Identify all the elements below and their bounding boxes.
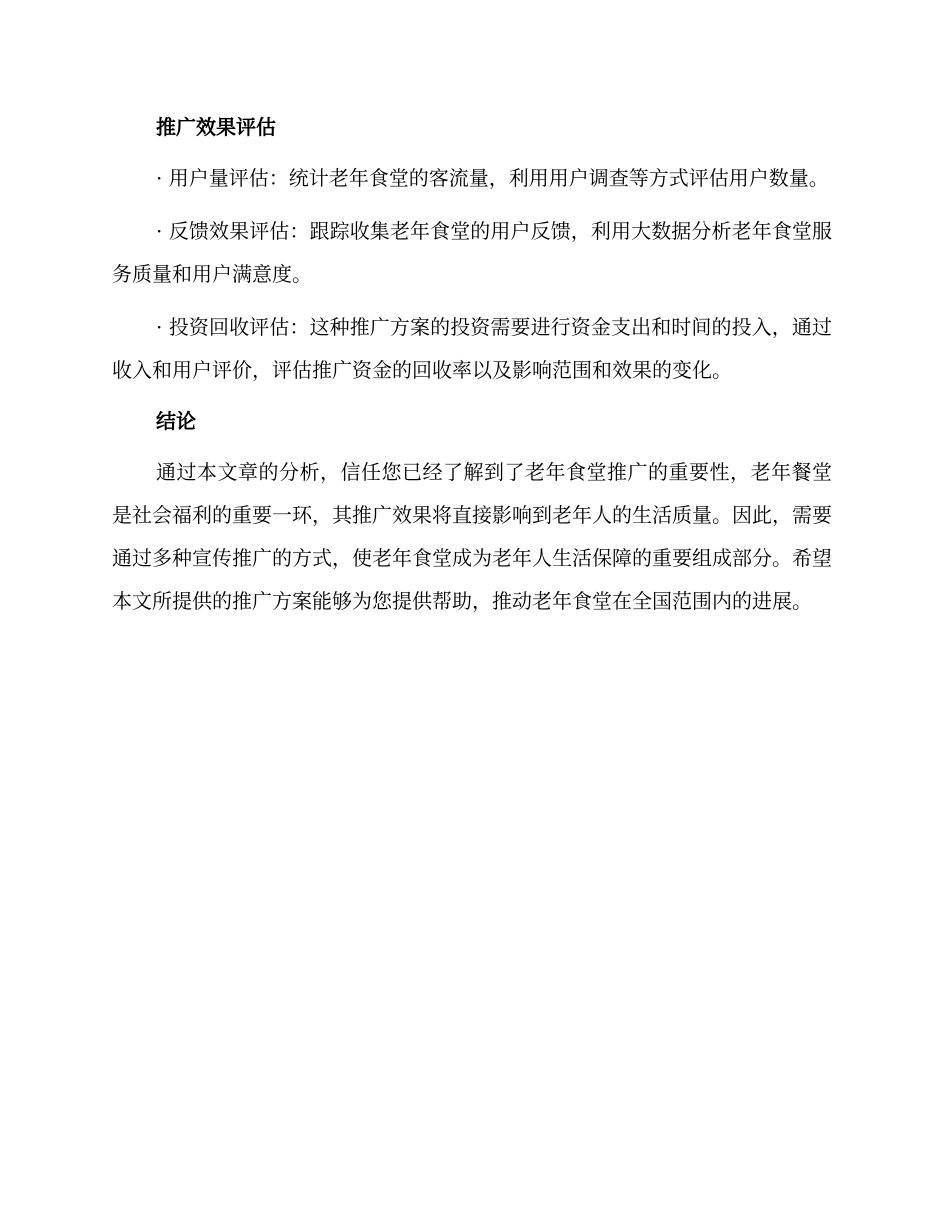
paragraph-investment-return-evaluation: · 投资回收评估：这种推广方案的投资需要进行资金支出和时间的投入，通过收入和用户评价，评估推广资金的回收率以及影响范围和效果的变化。	[112, 315, 832, 382]
paragraph-conclusion: 通过本文章的分析，信任您已经了解到了老年食堂推广的重要性，老年餐堂是社会福利的重要一环，其推广效果将直接影响到老年人的生活质量。因此，需要通过多种宣传推广的方式，使老年食堂成为老年人生活保障的重要组成部分。希望本文所提供的推广方案能够为您提供帮助，推动老年食堂在全国范围内的进展。	[112, 460, 832, 613]
section-heading-conclusion: 结论	[156, 409, 196, 433]
paragraph-user-volume-evaluation: · 用户量评估：统计老年食堂的客流量，利用用户调查等方式评估用户数量。	[156, 166, 829, 190]
section-heading-effect-evaluation: 推广效果评估	[156, 115, 276, 139]
document-content	[112, 108, 832, 633]
paragraph-feedback-evaluation: · 反馈效果评估：跟踪收集老年食堂的用户反馈，利用大数据分析老年食堂服务质量和用户满意度。	[112, 219, 832, 286]
